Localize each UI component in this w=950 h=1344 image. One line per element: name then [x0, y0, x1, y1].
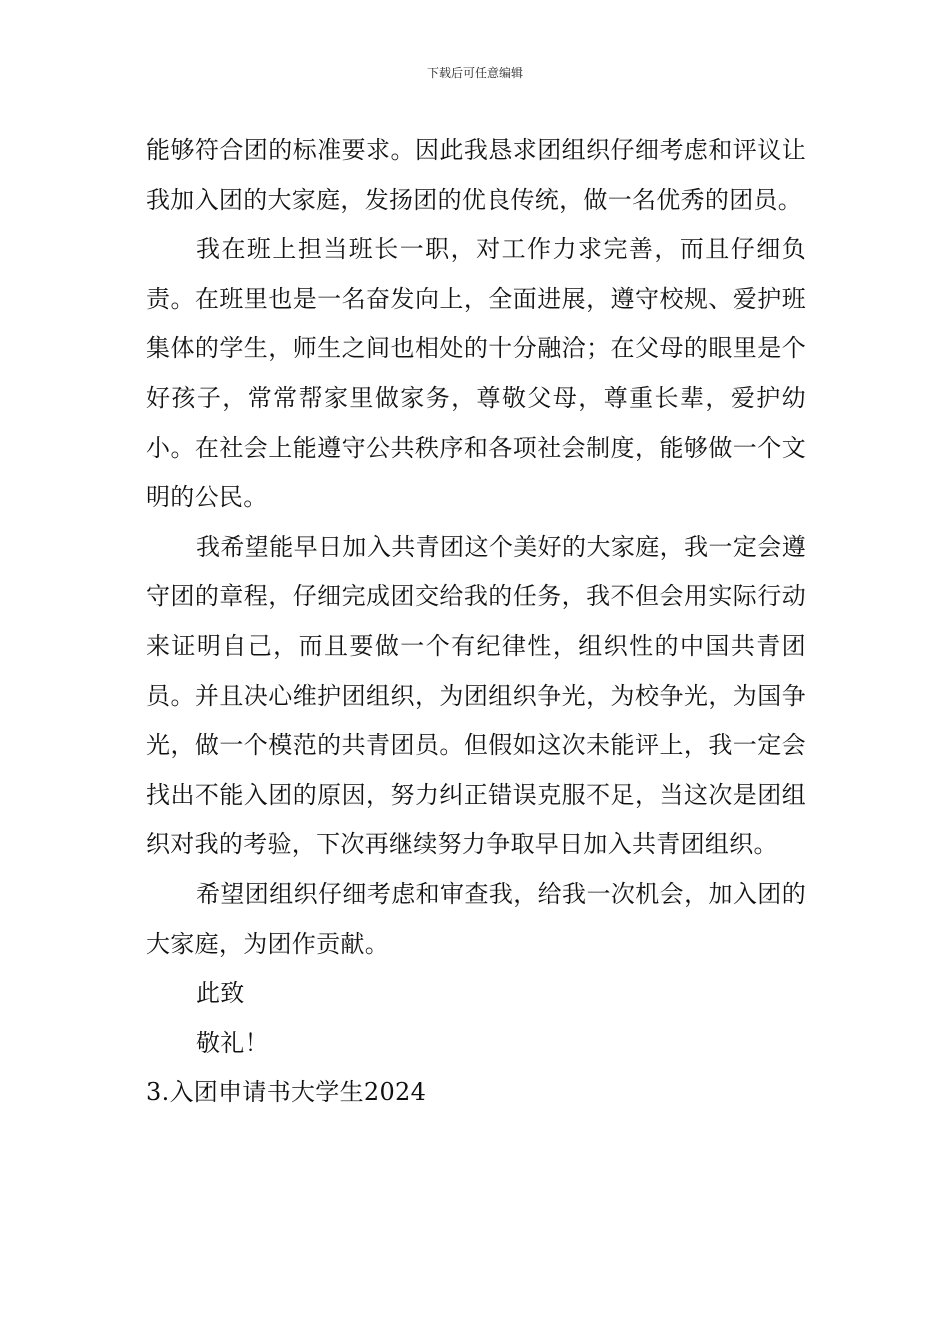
paragraph-request-review: 希望团组织仔细考虑和审查我，给我一次机会，加入团的大家庭，为团作贡献。	[146, 879, 806, 958]
paragraph-hope-to-join: 我希望能早日加入共青团这个美好的大家庭，我一定会遵守团的章程，仔细完成团交给我的任务，我不但会用实际行动来证明自己，而且要做一个有纪律性，组织性的中国共青团员。并且决心维护团组织，为团组织争光，为校争光，为国争光，做一个模范的共青团员。但假如这次未能评上，我一定会找出不能入团的原因，努力纠正错误克服不足，当这次是团组织对我的考验，下次再继续努力争取早日加入共青团组织。	[146, 532, 806, 859]
closing-salutation: 此致	[196, 979, 245, 1008]
closing-regards: 敬礼！	[196, 1028, 269, 1057]
document-body	[146, 126, 806, 1118]
paragraph-continuation: 能够符合团的标准要求。因此我恳求团组织仔细考虑和评议让我加入团的大家庭，发扬团的优良传统，做一名优秀的团员。	[146, 136, 806, 214]
page-header: 下载后可任意编辑	[426, 66, 523, 80]
paragraph-class-monitor: 我在班上担当班长一职，对工作力求完善，而且仔细负责。在班里也是一名奋发向上，全面进展，遵守校规、爱护班集体的学生，师生之间也相处的十分融洽；在父母的眼里是个好孩子，常常帮家里做家务，尊敬父母，尊重长辈，爱护幼小。在社会上能遵守公共秩序和各项社会制度，能够做一个文明的公民。	[146, 235, 806, 512]
section-heading: 3.入团申请书大学生2024	[146, 1078, 427, 1107]
